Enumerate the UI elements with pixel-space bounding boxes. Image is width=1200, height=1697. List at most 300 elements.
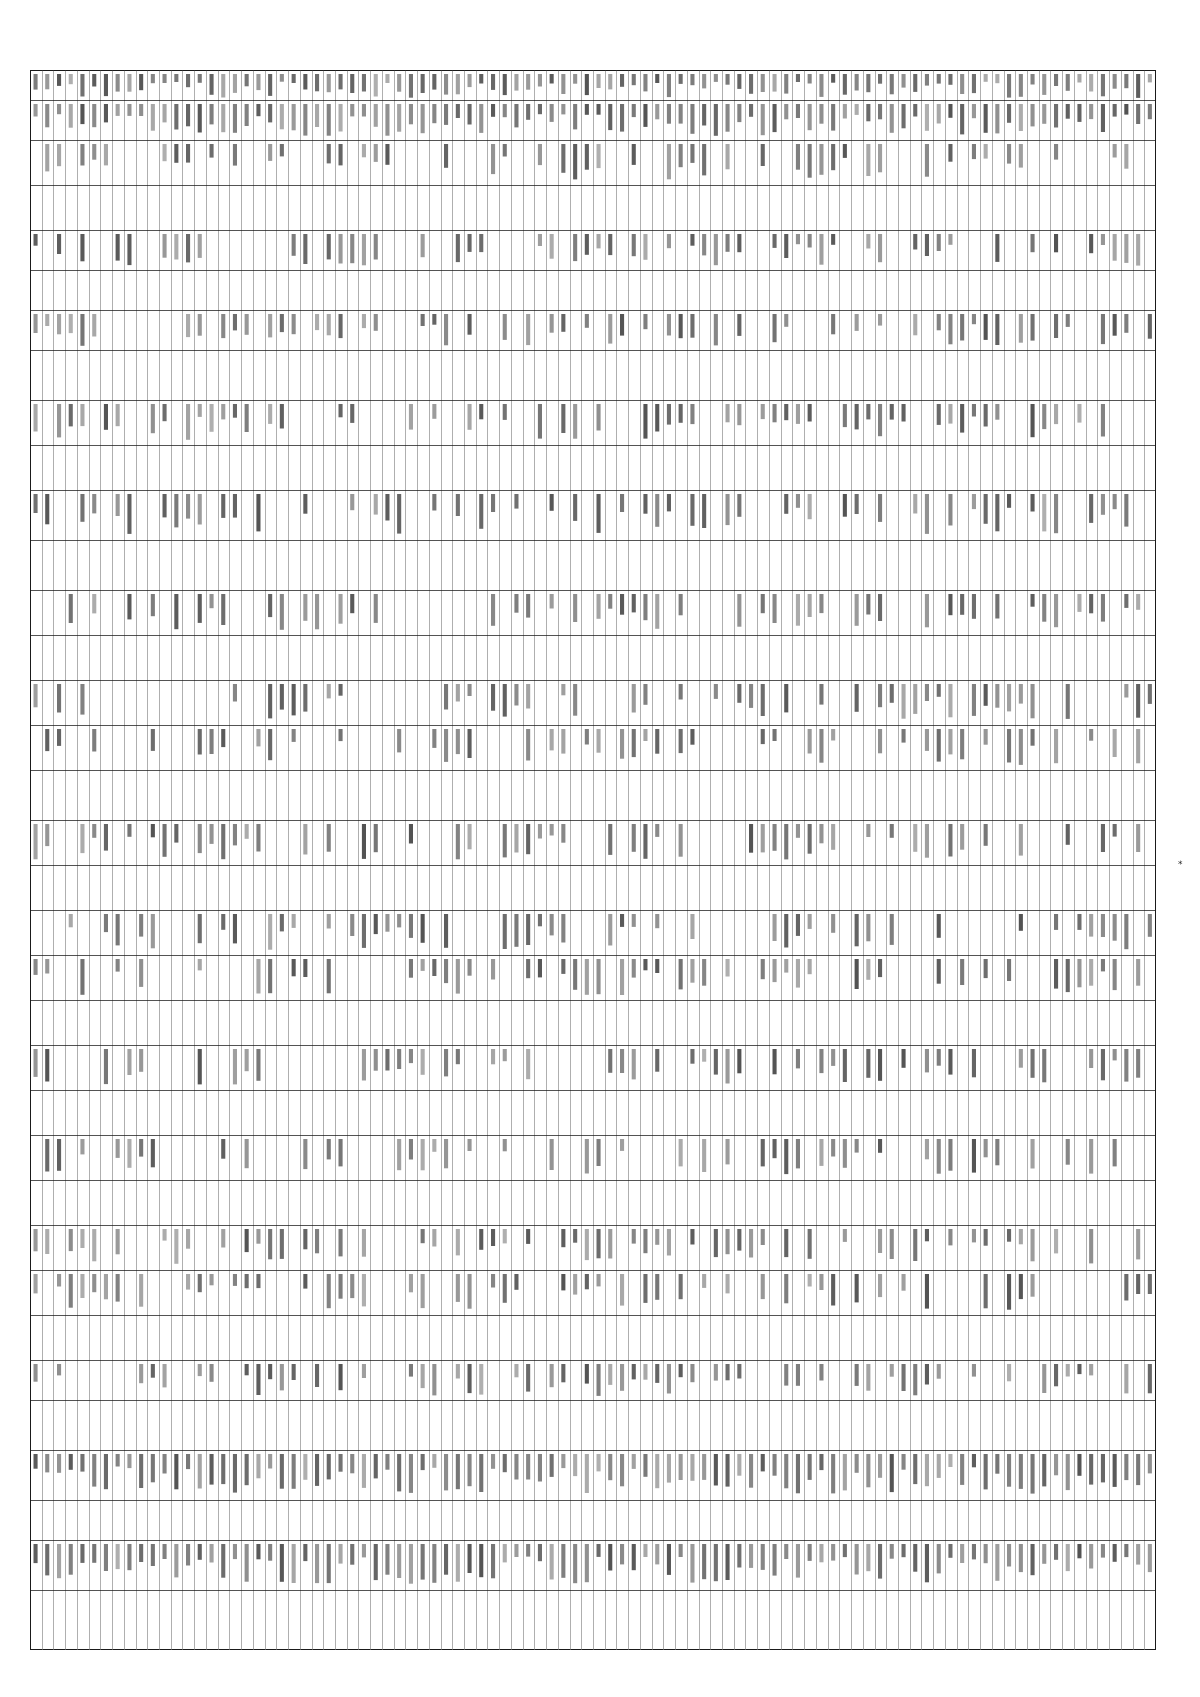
illegible-cell-text (57, 1454, 61, 1473)
illegible-cell-text (948, 314, 952, 344)
illegible-cell-text (960, 729, 964, 759)
illegible-cell-text (643, 1229, 647, 1253)
illegible-cell-text (127, 824, 131, 837)
illegible-cell-text (655, 959, 659, 973)
illegible-cell-text (1054, 144, 1058, 160)
illegible-cell-text (667, 1364, 671, 1394)
illegible-cell-text (808, 1229, 812, 1259)
illegible-cell-text (550, 729, 554, 750)
illegible-cell-text (1019, 74, 1023, 97)
illegible-cell-text (163, 494, 167, 517)
illegible-cell-text (421, 959, 425, 971)
illegible-cell-text (784, 1139, 788, 1174)
illegible-cell-text (303, 594, 307, 621)
illegible-cell-text (456, 104, 460, 118)
illegible-cell-text (761, 74, 765, 92)
illegible-cell-text (855, 104, 859, 115)
illegible-cell-text (784, 494, 788, 514)
illegible-cell-text (855, 1274, 859, 1302)
illegible-cell-text (1031, 494, 1035, 512)
illegible-cell-text (632, 684, 636, 713)
illegible-cell-text (960, 104, 964, 134)
illegible-cell-text (1113, 959, 1117, 990)
illegible-cell-text (1031, 1229, 1035, 1261)
illegible-cell-text (514, 914, 518, 947)
illegible-cell-text (808, 1544, 812, 1561)
illegible-cell-text (1054, 1454, 1058, 1475)
illegible-cell-text (432, 1364, 436, 1395)
illegible-cell-text (1031, 314, 1035, 341)
illegible-cell-text (362, 234, 366, 265)
illegible-cell-text (702, 1544, 706, 1579)
illegible-cell-text (57, 104, 61, 114)
illegible-cell-text (80, 1139, 84, 1154)
illegible-cell-text (256, 1544, 260, 1559)
illegible-cell-text (597, 594, 601, 619)
illegible-cell-text (878, 494, 882, 522)
illegible-cell-text (620, 1274, 624, 1306)
illegible-cell-text (632, 914, 636, 927)
illegible-cell-text (831, 104, 835, 131)
illegible-cell-text (221, 1139, 225, 1159)
illegible-cell-text (303, 104, 307, 136)
illegible-cell-text (796, 234, 800, 244)
illegible-cell-text (972, 1544, 976, 1559)
illegible-cell-text (948, 729, 952, 754)
illegible-cell-text (620, 1544, 624, 1564)
illegible-cell-text (902, 1049, 906, 1068)
illegible-cell-text (819, 144, 823, 175)
illegible-cell-text (948, 144, 952, 162)
illegible-cell-text (819, 74, 823, 97)
illegible-cell-text (937, 729, 941, 762)
illegible-cell-text (913, 74, 917, 92)
illegible-cell-text (573, 494, 577, 521)
illegible-cell-text (784, 1229, 788, 1257)
illegible-cell-text (57, 314, 61, 334)
illegible-cell-text (385, 104, 389, 136)
illegible-cell-text (773, 1049, 777, 1074)
illegible-cell-text (409, 1139, 413, 1160)
illegible-cell-text (1007, 1454, 1011, 1487)
illegible-cell-text (245, 1364, 249, 1375)
illegible-cell-text (421, 1364, 425, 1388)
illegible-cell-text (198, 1454, 202, 1489)
illegible-cell-text (210, 404, 214, 432)
illegible-cell-text (608, 314, 612, 344)
illegible-cell-text (57, 684, 61, 713)
illegible-cell-text (913, 1229, 917, 1261)
illegible-cell-text (268, 959, 272, 993)
illegible-cell-text (116, 74, 120, 92)
illegible-cell-text (432, 314, 436, 325)
illegible-cell-text (92, 594, 96, 613)
illegible-cell-text (397, 1544, 401, 1578)
illegible-cell-text (268, 729, 272, 760)
illegible-cell-text (1148, 104, 1152, 119)
illegible-cell-text (737, 314, 741, 336)
illegible-cell-text (350, 1274, 354, 1298)
illegible-cell-text (1031, 234, 1035, 252)
illegible-cell-text (819, 234, 823, 265)
illegible-cell-text (34, 74, 38, 90)
illegible-cell-text (643, 729, 647, 741)
illegible-cell-text (221, 74, 225, 98)
illegible-cell-text (350, 1454, 354, 1473)
illegible-cell-text (1077, 594, 1081, 612)
illegible-cell-text (256, 494, 260, 531)
illegible-cell-text (397, 729, 401, 752)
illegible-cell-text (221, 914, 225, 930)
illegible-cell-text (1019, 1229, 1023, 1244)
illegible-cell-text (245, 1274, 249, 1288)
illegible-cell-text (878, 234, 882, 262)
illegible-cell-text (163, 1454, 167, 1474)
illegible-cell-text (526, 959, 530, 978)
illegible-cell-text (503, 1454, 507, 1472)
illegible-cell-text (937, 1544, 941, 1573)
illegible-cell-text (831, 1274, 835, 1306)
illegible-cell-text (163, 1364, 167, 1387)
illegible-cell-text (210, 144, 214, 158)
illegible-cell-text (632, 1454, 636, 1469)
illegible-cell-text (421, 74, 425, 93)
illegible-cell-text (702, 1139, 706, 1172)
illegible-cell-text (995, 594, 999, 619)
illegible-cell-text (45, 1139, 49, 1172)
illegible-cell-text (1019, 1274, 1023, 1299)
illegible-cell-text (573, 404, 577, 439)
illegible-cell-text (186, 1274, 190, 1290)
illegible-cell-text (784, 1454, 788, 1488)
illegible-cell-text (1136, 594, 1140, 610)
illegible-cell-text (655, 594, 659, 629)
illegible-cell-text (608, 1229, 612, 1259)
illegible-cell-text (796, 959, 800, 988)
illegible-cell-text (292, 74, 296, 83)
illegible-cell-text (690, 104, 694, 134)
illegible-cell-text (855, 494, 859, 514)
illegible-cell-text (139, 1454, 143, 1488)
illegible-cell-text (116, 1139, 120, 1158)
illegible-cell-text (878, 594, 882, 621)
illegible-cell-text (855, 1364, 859, 1386)
illegible-cell-text (984, 684, 988, 706)
illegible-cell-text (104, 824, 108, 851)
illegible-cell-text (878, 104, 882, 119)
illegible-cell-text (796, 74, 800, 82)
illegible-cell-text (948, 824, 952, 857)
illegible-cell-text (773, 234, 777, 248)
illegible-cell-text (620, 314, 624, 336)
illegible-cell-text (444, 74, 448, 95)
illegible-cell-text (643, 1454, 647, 1477)
illegible-cell-text (292, 234, 296, 256)
illegible-cell-text (1101, 234, 1105, 245)
illegible-cell-text (385, 494, 389, 521)
illegible-cell-text (960, 404, 964, 433)
illegible-cell-text (561, 729, 565, 754)
illegible-cell-text (561, 824, 565, 843)
illegible-cell-text (151, 1364, 155, 1378)
illegible-cell-text (268, 74, 272, 96)
illegible-cell-text (186, 314, 190, 337)
illegible-cell-text (550, 74, 554, 84)
illegible-cell-text (350, 1544, 354, 1565)
illegible-cell-text (890, 684, 894, 703)
illegible-cell-text (796, 914, 800, 936)
illegible-cell-text (233, 1274, 237, 1286)
illegible-cell-text (514, 684, 518, 706)
illegible-cell-text (1019, 144, 1023, 168)
illegible-cell-text (550, 234, 554, 259)
illegible-cell-text (374, 1049, 378, 1071)
illegible-cell-text (198, 594, 202, 623)
illegible-cell-text (597, 144, 601, 168)
illegible-cell-text (855, 1139, 859, 1153)
illegible-cell-text (620, 594, 624, 615)
illegible-cell-text (174, 74, 178, 82)
illegible-cell-text (80, 1544, 84, 1563)
illegible-cell-text (514, 1454, 518, 1480)
illegible-cell-text (796, 1544, 800, 1578)
illegible-cell-text (245, 74, 249, 86)
illegible-cell-text (280, 104, 284, 129)
illegible-cell-text (819, 1364, 823, 1381)
illegible-cell-text (796, 404, 800, 424)
illegible-cell-text (514, 1364, 518, 1377)
illegible-cell-text (526, 729, 530, 761)
illegible-cell-text (714, 1454, 718, 1486)
illegible-cell-text (1148, 1364, 1152, 1393)
illegible-cell-text (866, 824, 870, 837)
illegible-cell-text (761, 1274, 765, 1299)
illegible-cell-text (409, 824, 413, 844)
illegible-cell-text (643, 1544, 647, 1557)
illegible-cell-text (948, 1229, 952, 1245)
illegible-cell-text (948, 104, 952, 118)
illegible-cell-text (350, 494, 354, 510)
illegible-cell-text (409, 104, 413, 124)
illegible-cell-text (984, 144, 988, 159)
illegible-cell-text (34, 104, 38, 117)
illegible-cell-text (1101, 1454, 1105, 1482)
illegible-cell-text (479, 234, 483, 252)
illegible-cell-text (643, 74, 647, 91)
illegible-cell-text (784, 914, 788, 948)
illegible-cell-text (80, 234, 84, 261)
illegible-cell-text (878, 404, 882, 436)
illegible-cell-text (127, 104, 131, 116)
side-mark: * (1178, 860, 1183, 870)
illegible-cell-text (995, 74, 999, 83)
illegible-cell-text (292, 914, 296, 928)
illegible-cell-text (1124, 1364, 1128, 1393)
illegible-cell-text (1007, 684, 1011, 711)
illegible-cell-text (714, 684, 718, 699)
illegible-cell-text (819, 104, 823, 124)
illegible-cell-text (972, 1364, 976, 1377)
illegible-cell-text (550, 1544, 554, 1580)
illegible-cell-text (186, 234, 190, 262)
illegible-cell-text (1019, 1544, 1023, 1572)
illegible-cell-text (362, 1364, 366, 1378)
illegible-cell-text (468, 314, 472, 335)
illegible-cell-text (139, 1364, 143, 1383)
illegible-cell-text (573, 1544, 577, 1583)
illegible-cell-text (45, 1544, 49, 1575)
illegible-cell-text (1089, 1139, 1093, 1174)
illegible-cell-text (667, 74, 671, 97)
illegible-cell-text (1042, 74, 1046, 95)
illegible-cell-text (1054, 914, 1058, 930)
illegible-cell-text (737, 494, 741, 517)
illegible-cell-text (503, 144, 507, 157)
illegible-cell-text (432, 74, 436, 90)
illegible-cell-text (432, 1139, 436, 1152)
illegible-cell-text (491, 684, 495, 711)
illegible-cell-text (667, 104, 671, 124)
illegible-cell-text (526, 914, 530, 945)
illegible-cell-text (163, 104, 167, 122)
illegible-cell-text (843, 404, 847, 427)
illegible-cell-text (127, 1049, 131, 1075)
illegible-cell-text (327, 1139, 331, 1159)
illegible-cell-text (1101, 404, 1105, 437)
illegible-cell-text (761, 594, 765, 613)
illegible-cell-text (456, 959, 460, 994)
illegible-cell-text (937, 404, 941, 425)
illegible-cell-text (702, 104, 706, 126)
illegible-cell-text (679, 104, 683, 124)
illegible-cell-text (1113, 824, 1117, 837)
illegible-cell-text (902, 404, 906, 422)
illegible-cell-text (268, 144, 272, 161)
illegible-cell-text (913, 1454, 917, 1484)
illegible-cell-text (866, 104, 870, 121)
illegible-cell-text (690, 914, 694, 939)
illegible-cell-text (233, 684, 237, 702)
illegible-cell-text (761, 1454, 765, 1471)
illegible-cell-text (245, 1229, 249, 1252)
illegible-cell-text (726, 1049, 730, 1084)
illegible-cell-text (245, 314, 249, 335)
illegible-cell-text (643, 959, 647, 970)
illegible-cell-text (362, 1454, 366, 1488)
illegible-cell-text (292, 1544, 296, 1583)
illegible-cell-text (210, 1544, 214, 1563)
illegible-cell-text (550, 494, 554, 511)
illegible-cell-text (714, 1229, 718, 1257)
illegible-cell-text (573, 1454, 577, 1476)
illegible-cell-text (186, 1229, 190, 1249)
illegible-cell-text (1124, 74, 1128, 88)
illegible-cell-text (163, 1229, 167, 1241)
illegible-cell-text (221, 594, 225, 625)
illegible-cell-text (385, 1544, 389, 1575)
illegible-cell-text (233, 144, 237, 166)
illegible-cell-text (514, 824, 518, 853)
illegible-cell-text (1113, 914, 1117, 941)
illegible-cell-text (456, 1364, 460, 1379)
illegible-cell-text (561, 314, 565, 332)
illegible-cell-text (1054, 104, 1058, 128)
illegible-cell-text (702, 144, 706, 175)
illegible-cell-text (819, 824, 823, 843)
illegible-cell-text (139, 74, 143, 90)
illegible-cell-text (456, 494, 460, 516)
illegible-cell-text (960, 314, 964, 341)
illegible-cell-text (526, 314, 530, 345)
illegible-cell-text (303, 824, 307, 855)
illegible-cell-text (1066, 684, 1070, 719)
illegible-cell-text (597, 1274, 601, 1286)
illegible-cell-text (315, 1544, 319, 1583)
illegible-cell-text (866, 144, 870, 176)
illegible-cell-text (503, 684, 507, 717)
illegible-cell-text (796, 1049, 800, 1068)
illegible-cell-text (34, 684, 38, 707)
illegible-cell-text (573, 1229, 577, 1243)
illegible-cell-text (374, 914, 378, 934)
illegible-cell-text (550, 314, 554, 333)
illegible-cell-text (937, 1364, 941, 1379)
illegible-cell-text (972, 104, 976, 118)
illegible-cell-text (890, 1364, 894, 1377)
illegible-cell-text (444, 1049, 448, 1076)
illegible-cell-text (937, 914, 941, 938)
illegible-cell-text (608, 1049, 612, 1073)
illegible-cell-text (679, 684, 683, 700)
illegible-cell-text (538, 144, 542, 165)
illegible-cell-text (1054, 729, 1058, 763)
illegible-cell-text (432, 494, 436, 511)
illegible-cell-text (597, 404, 601, 431)
illegible-cell-text (1136, 104, 1140, 124)
illegible-cell-text (174, 144, 178, 163)
illegible-cell-text (761, 824, 765, 852)
illegible-cell-text (198, 104, 202, 133)
illegible-cell-text (1148, 314, 1152, 339)
illegible-cell-text (972, 404, 976, 417)
illegible-cell-text (34, 1454, 38, 1469)
illegible-cell-text (855, 914, 859, 946)
illegible-cell-text (995, 494, 999, 531)
illegible-cell-text (972, 74, 976, 93)
illegible-cell-text (362, 74, 366, 92)
illegible-cell-text (514, 104, 518, 127)
illegible-cell-text (913, 234, 917, 250)
illegible-cell-text (960, 1454, 964, 1485)
illegible-cell-text (643, 1274, 647, 1303)
illegible-cell-text (233, 1049, 237, 1084)
illegible-cell-text (256, 824, 260, 852)
illegible-cell-text (268, 1454, 272, 1469)
illegible-cell-text (667, 234, 671, 248)
illegible-cell-text (667, 144, 671, 179)
illegible-cell-text (679, 1139, 683, 1166)
illegible-cell-text (902, 1544, 906, 1557)
illegible-cell-text (831, 729, 835, 741)
illegible-cell-text (45, 729, 49, 751)
illegible-cell-text (491, 144, 495, 174)
illegible-cell-text (514, 494, 518, 509)
illegible-cell-text (984, 1544, 988, 1563)
illegible-cell-text (843, 1544, 847, 1557)
illegible-cell-text (92, 314, 96, 337)
illegible-cell-text (550, 824, 554, 836)
illegible-cell-text (737, 1544, 741, 1568)
